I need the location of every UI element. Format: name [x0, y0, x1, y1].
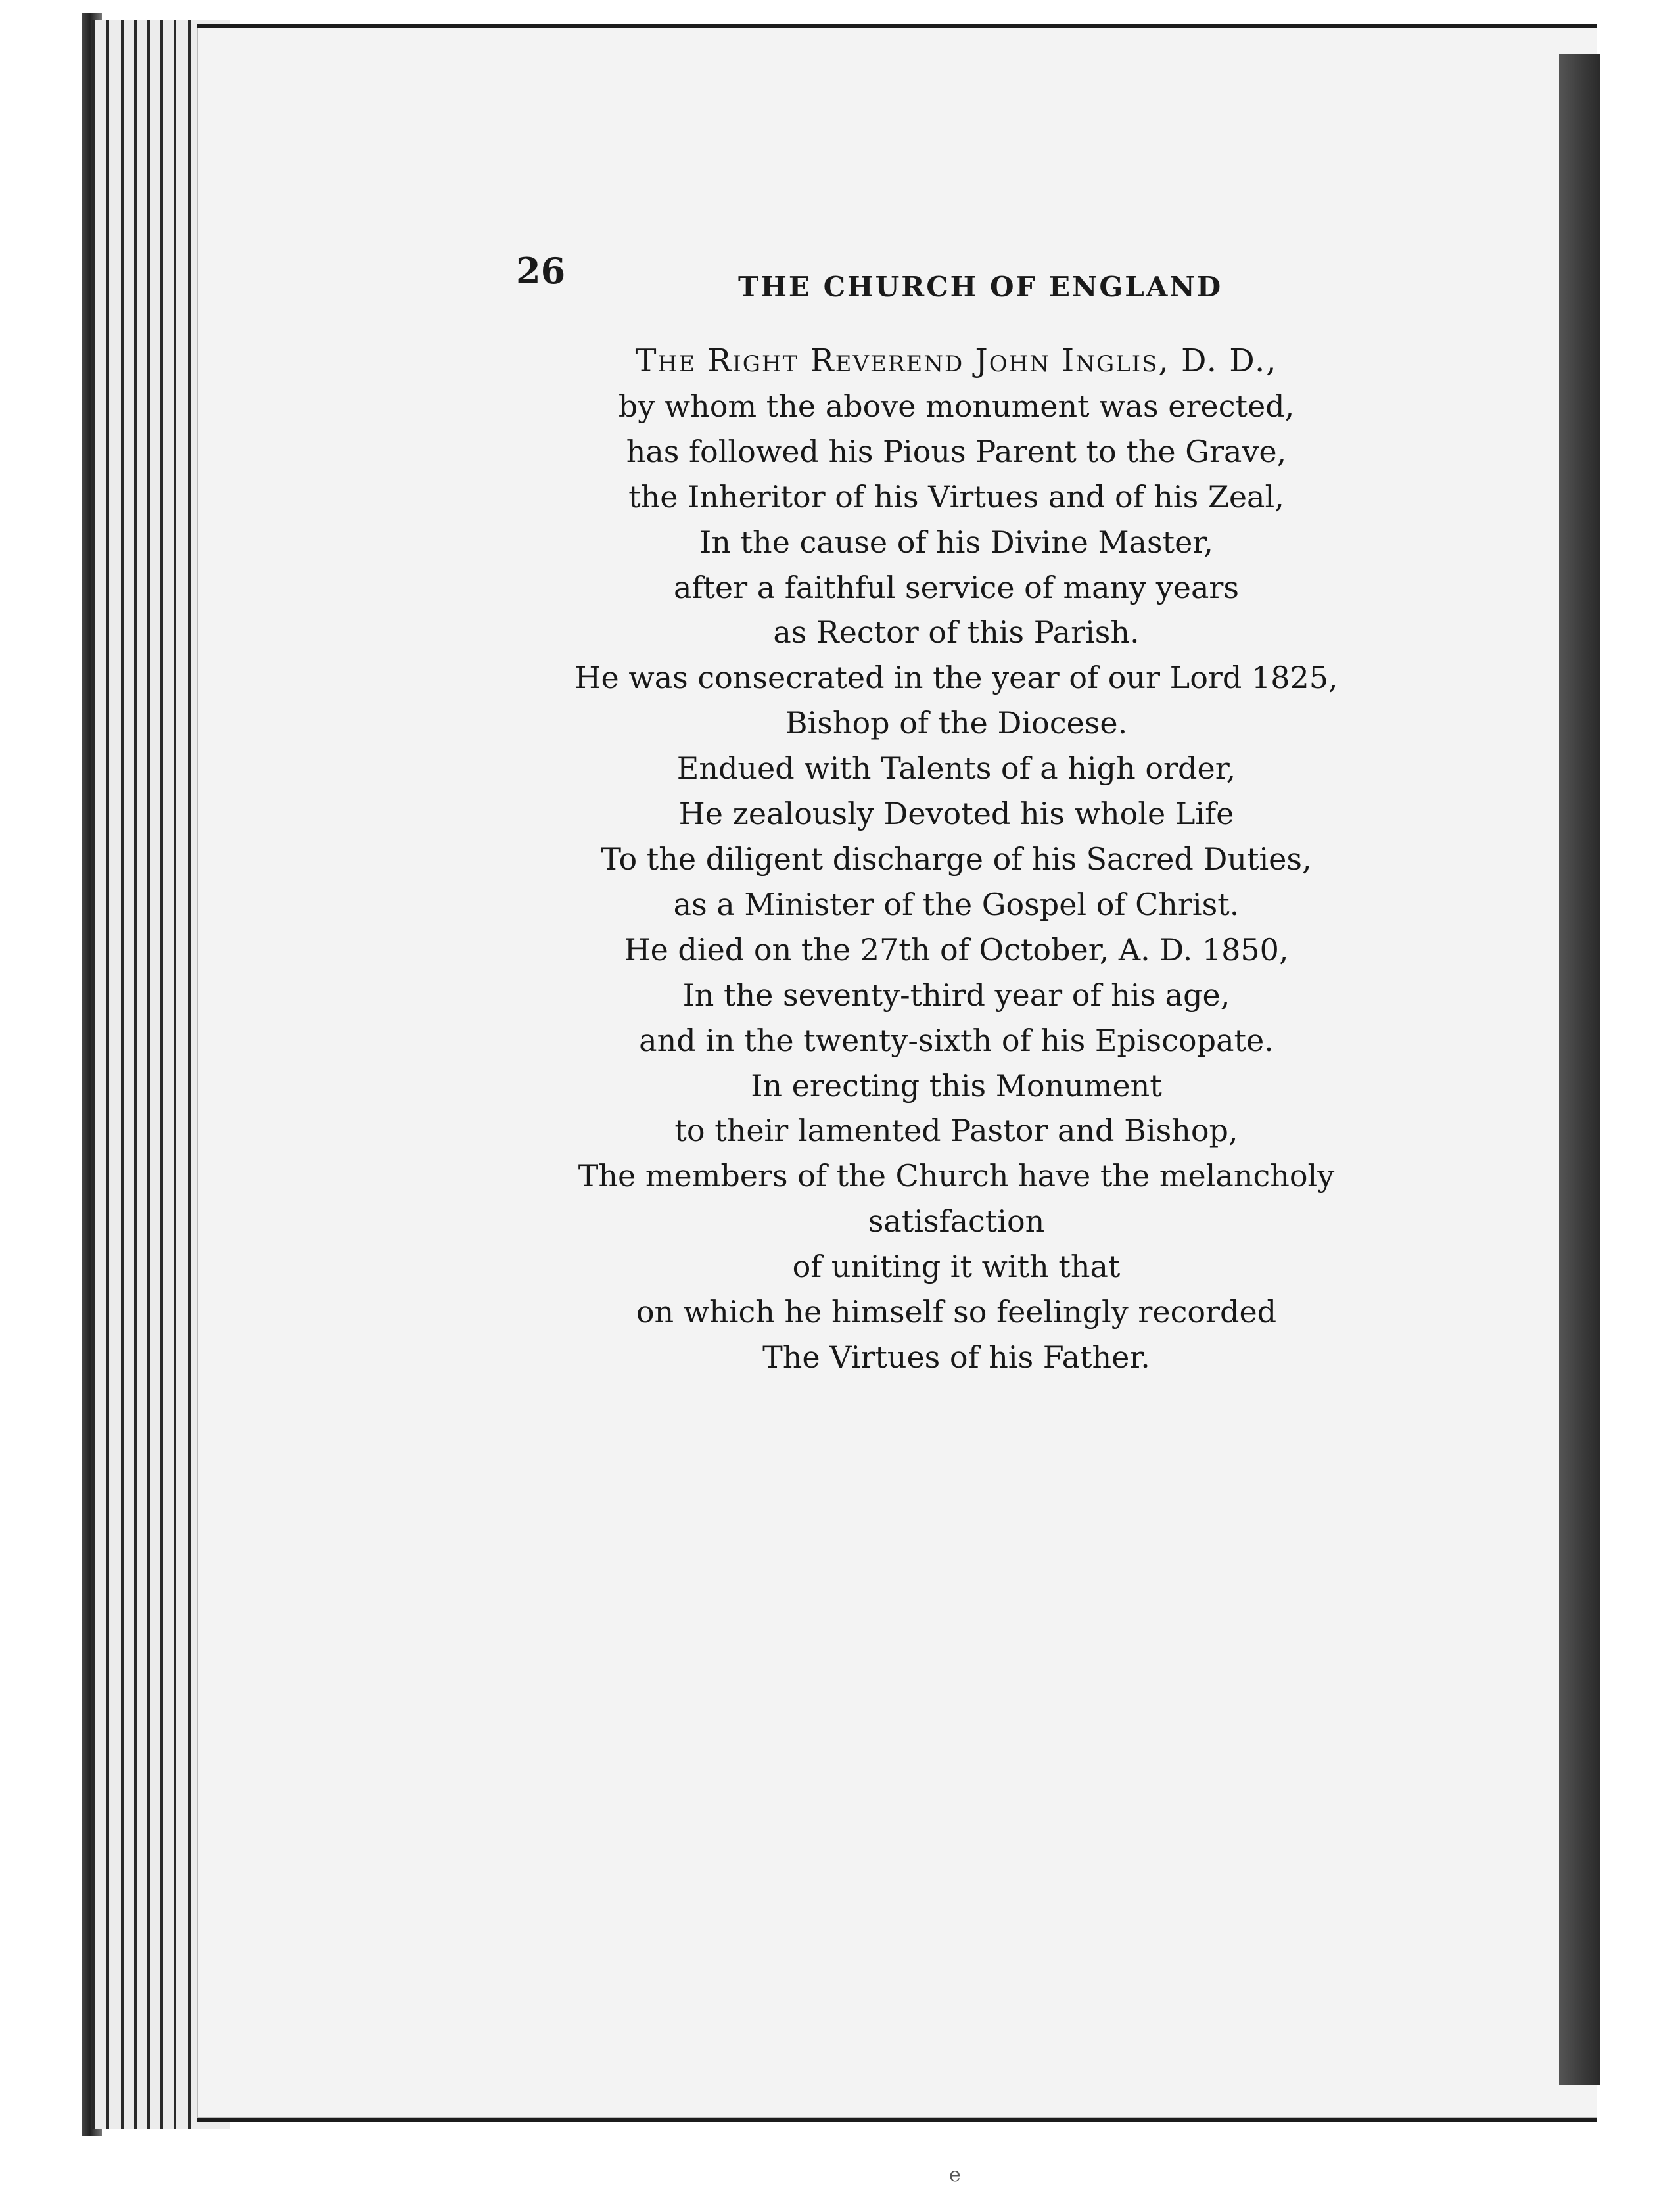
inscription-line: The members of the Church have the melancholy: [578, 1158, 1335, 1194]
book-binding: [1559, 54, 1600, 2085]
inscription-line: In the seventy-third year of his age,: [682, 977, 1230, 1013]
inscription-line: of uniting it with that: [792, 1249, 1121, 1285]
inscription-line: The Right Reverend John Inglis, D. D.,: [635, 342, 1278, 379]
inscription-line: by whom the above monument was erected,: [618, 388, 1295, 424]
inscription-line: and in the twenty-sixth of his Episcopate.: [639, 1022, 1274, 1058]
inscription-line: He was consecrated in the year of our Lord 1825,: [574, 660, 1338, 696]
inscription-line: The Virtues of his Father.: [762, 1339, 1150, 1375]
scan-margin-right: [1600, 46, 1680, 2097]
page-number: 26: [516, 250, 566, 292]
inscription-line: In erecting this Monument: [751, 1067, 1162, 1103]
inscription-line: Endued with Talents of a high order,: [676, 751, 1236, 787]
inscription-line: to their lamented Pastor and Bishop,: [674, 1113, 1238, 1149]
memorial-inscription: [539, 338, 1374, 1380]
inscription-line: on which he himself so feelingly recorded: [636, 1294, 1277, 1330]
inscription-line: the Inheritor of his Virtues and of his Zeal,: [628, 478, 1284, 515]
inscription-line: He died on the 27th of October, A. D. 1850,: [624, 931, 1289, 967]
inscription-line: Bishop of the Diocese.: [785, 705, 1128, 741]
inscription-line: as Rector of this Parish.: [773, 615, 1140, 651]
inscription-line: satisfaction: [868, 1203, 1045, 1240]
footer-mark: e: [949, 2164, 961, 2187]
inscription-line: To the diligent discharge of his Sacred Duties,: [601, 841, 1312, 877]
inscription-line: He zealously Devoted his whole Life: [678, 796, 1234, 832]
inscription-line: has followed his Pious Parent to the Grave,: [626, 433, 1287, 469]
inscription-line: after a faithful service of many years: [673, 569, 1240, 605]
inscription-line: as a Minister of the Gospel of Christ.: [673, 886, 1240, 922]
inscription-line: In the cause of his Divine Master,: [699, 524, 1213, 560]
running-head: THE CHURCH OF ENGLAND: [738, 271, 1223, 303]
